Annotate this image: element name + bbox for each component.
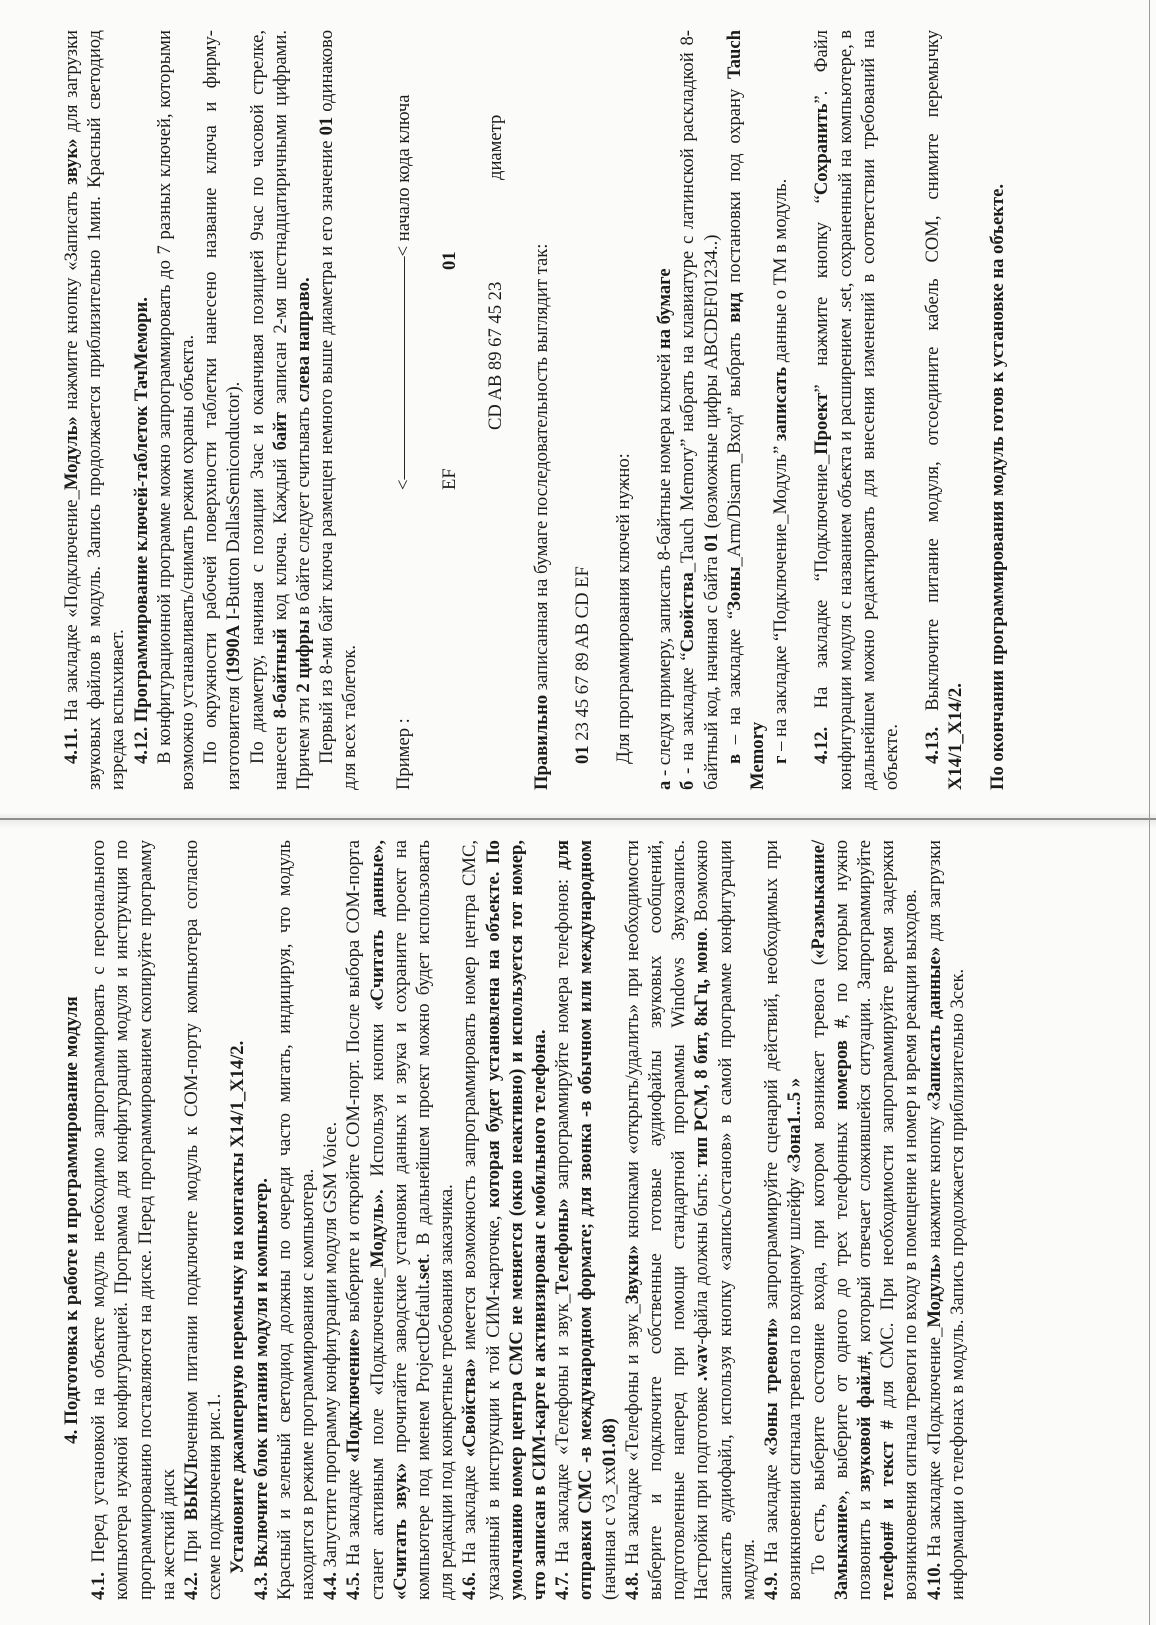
step-g: г – на закладке “Подключение_Модуль” записать данные о ТМ в модуль. bbox=[770, 178, 792, 764]
para-4-4: 4.4. Запустите программу конфигурации модуля GSM Voice. bbox=[320, 1121, 342, 1600]
example-row-1 bbox=[392, 30, 420, 790]
step-v: в – на закладке “Зоны_Arm/Disarm_Вход” выбрать вид постановки под охрану Tauch Memory bbox=[723, 30, 769, 790]
section-heading: 4. Подготовка к работе и программирование модуля bbox=[61, 996, 82, 1444]
para-4-7: 4.7. На закладке «Телефоны и звук_Телефоны» запрограммируйте номера телефонов: для отправки СМС -в международном формате; для звонка -в обычном или международном (начиная с v3_xx01.08) bbox=[552, 840, 620, 1600]
correct-sequence: 01 23 45 67 89 AB CD EF bbox=[571, 566, 593, 764]
para-4-3-body: Красный и зеленый светодиод должны по очереди часто мигать, индицируя, что модуль находится в режиме программирования с компьютера. bbox=[273, 840, 319, 1600]
para-4-12-a: В конфигурационной программе можно запрограммировать до 7 разных ключей, которыми возможно устанавливать/снимать режим охраны объекта. bbox=[153, 30, 199, 790]
para-4-1: 4.1. Перед установкой на объекте модуль необходимо запрограммировать с персонального компьютера нужной конфигурацией. Программа для конфигурации модуля и инструкция по программированию поставляются на диске. Перед программированием скопируйте программу на жесткий диск bbox=[88, 840, 179, 1600]
para-4-9-detail: То есть, выберите состояние входа, при котором возникает тревога («Размыкание/Замыкание», выберите от одного до трех телефонных номеров #, по которым нужно позвонить и звуковой файл#, который отвечает сложившейся ситуации. Запрограммируйте телефон# и текст # для СМС. При необходимости запрограммируйте время задержки возникновения сигнала тревоги по входу в помещение и номер и время реакции выходов. bbox=[807, 840, 922, 1600]
example-code: CD AB 89 67 45 23 bbox=[484, 281, 506, 430]
steps-intro: Для программирования ключей нужно: bbox=[613, 453, 635, 764]
example-row-3 bbox=[484, 30, 512, 790]
example-label: Пример : bbox=[392, 718, 414, 790]
example-row-2 bbox=[438, 30, 466, 790]
para-4-12-title: 4.12. Программирование ключей-таблеток ТачМемори. bbox=[130, 297, 152, 764]
right-page bbox=[60, 30, 1120, 790]
left-page bbox=[60, 840, 1120, 1600]
para-4-9: 4.9. На закладке «Зоны тревоги» запрограммируйте сценарий действий, необходимых при возникновении сигнала тревога по входному шлейфу «Зона1...5 » bbox=[761, 840, 806, 1600]
para-4-12-c: По диаметру, начиная с позиции 3час и оканчивая позицией 9час по часовой стрелке, нанесен 8-байтный код ключа. Каждый байт записан 2-мя шестнадцатиричными цифрами. Причем эти 2 цифры в байте следует считывать слева направо. bbox=[246, 29, 315, 790]
para-4-12-b: По окружности рабочей поверхности таблетки нанесено название ключа и фирму-изготовителя (1990А I-Button DallasSemiconductor). bbox=[200, 30, 245, 790]
para-4-12-save: 4.12. На закладке “Подключение_Проект” нажмите кнопку “Сохранить”. Файл конфигурации модуля с названием объекта и расширением .set, сохраненный на компьютере, в дальнейшем можно редактировать для внесения изменений в соответствии требований на объекте. bbox=[811, 30, 903, 790]
para-4-6: 4.6. На закладке «Свойства» имеется возможность запрограммировать номер центра СМС, указанный в инструкции к той СИМ-карточке, которая будет установлена на объекте. По умолчанию номер центра СМС не меняется (окно неактивно) и используется тот номер, что записан в СИМ-карте и активизирован с мобильного телефона. bbox=[459, 840, 551, 1600]
step-b: б - на закладке “Свойства_Tauch Memory” набрать на клавиатуре с латинской раскладкой 8-байтный код, начиная с байта 01 (возможные цифры ABCDEF01234..) bbox=[677, 30, 722, 790]
para-4-8: 4.8. На закладке «Телефоны и звук_Звуки» кнопками «открыть/удалить» при необходимости выберите и подключите собственные готовые аудиофайлы звуковых сообщений, подготовленные наперед при помощи стандартной программы Windows Звукозапись. Настройки при подготовке .wav-файла должны быть: тип PCM, 8 бит, 8кГц, моно. Возможно записать аудиофайл, используя кнопку «запись/останов» в самой программе конфигурации модуля. bbox=[621, 839, 759, 1600]
para-4-10: 4.10. На закладке «Подключение_Модуль» нажмите кнопку «Записать данные» для загрузки информации о телефонах в модуль. Запись продолжается приблизительно 3сек. bbox=[923, 839, 968, 1600]
para-4-13: 4.13. Выключите питание модуля, отсоедините кабель COM, снимите перемычку X14/1_X14/2. bbox=[922, 30, 967, 790]
step-a: а - следуя примеру, записать 8-байтные номера ключей на бумаге bbox=[654, 268, 676, 790]
para-4-3: 4.3. Включите блок питания модуля и компьютер. bbox=[250, 1178, 272, 1600]
example-byte-01: 01 bbox=[438, 251, 460, 270]
example-diameter-label: диаметр bbox=[484, 114, 506, 180]
jumper-instruction: Установите джамперную перемычку на контакты X14/1_X14/2. bbox=[227, 1040, 249, 1574]
final-note: По окончании программирования модуль готов к установке на объекте. bbox=[986, 183, 1008, 790]
example-arrow: <————————————< начало кода ключа bbox=[392, 94, 414, 490]
correct-sequence-caption: Правильно записанная на бумаге последовательность выглядит так: bbox=[530, 243, 552, 790]
para-4-2: 4.2. При ВЫКЛюченном питании подключите модуль к COM-порту компьютера согласно схеме подключения рис.1. bbox=[181, 840, 226, 1600]
para-4-11: 4.11. На закладке «Подключение_Модуль» нажмите кнопку «Записать звук» для загрузки звуковых файлов в модуль. Запись продолжается приблизительно 1мин. Красный светодиод изредка вспыхивает. bbox=[61, 29, 129, 790]
example-byte-ef: EF bbox=[438, 468, 460, 490]
page-fold-shadow bbox=[0, 812, 1156, 828]
para-4-5: 4.5. На закладке «Подключение» выберите и откройте COM-порт. После выбора COM-порта станет активным поле «Подключение_Модуль». Используя кнопки «Считать данные», «Считать звук» прочитайте заводские установки данных и звука и сохраните проект на компьютере под именем ProjectDefault.set. В дальнейшем проект можно будет использовать для редакции под конкретные требования заказчика. bbox=[343, 840, 458, 1600]
sheet-edge bbox=[1149, 0, 1150, 1625]
para-4-12-d: Первый из 8-ми байт ключа размещен немного выше диаметра и его значение 01 одинаково для всех таблеток. bbox=[316, 29, 361, 790]
page-fold-line bbox=[0, 818, 1156, 820]
